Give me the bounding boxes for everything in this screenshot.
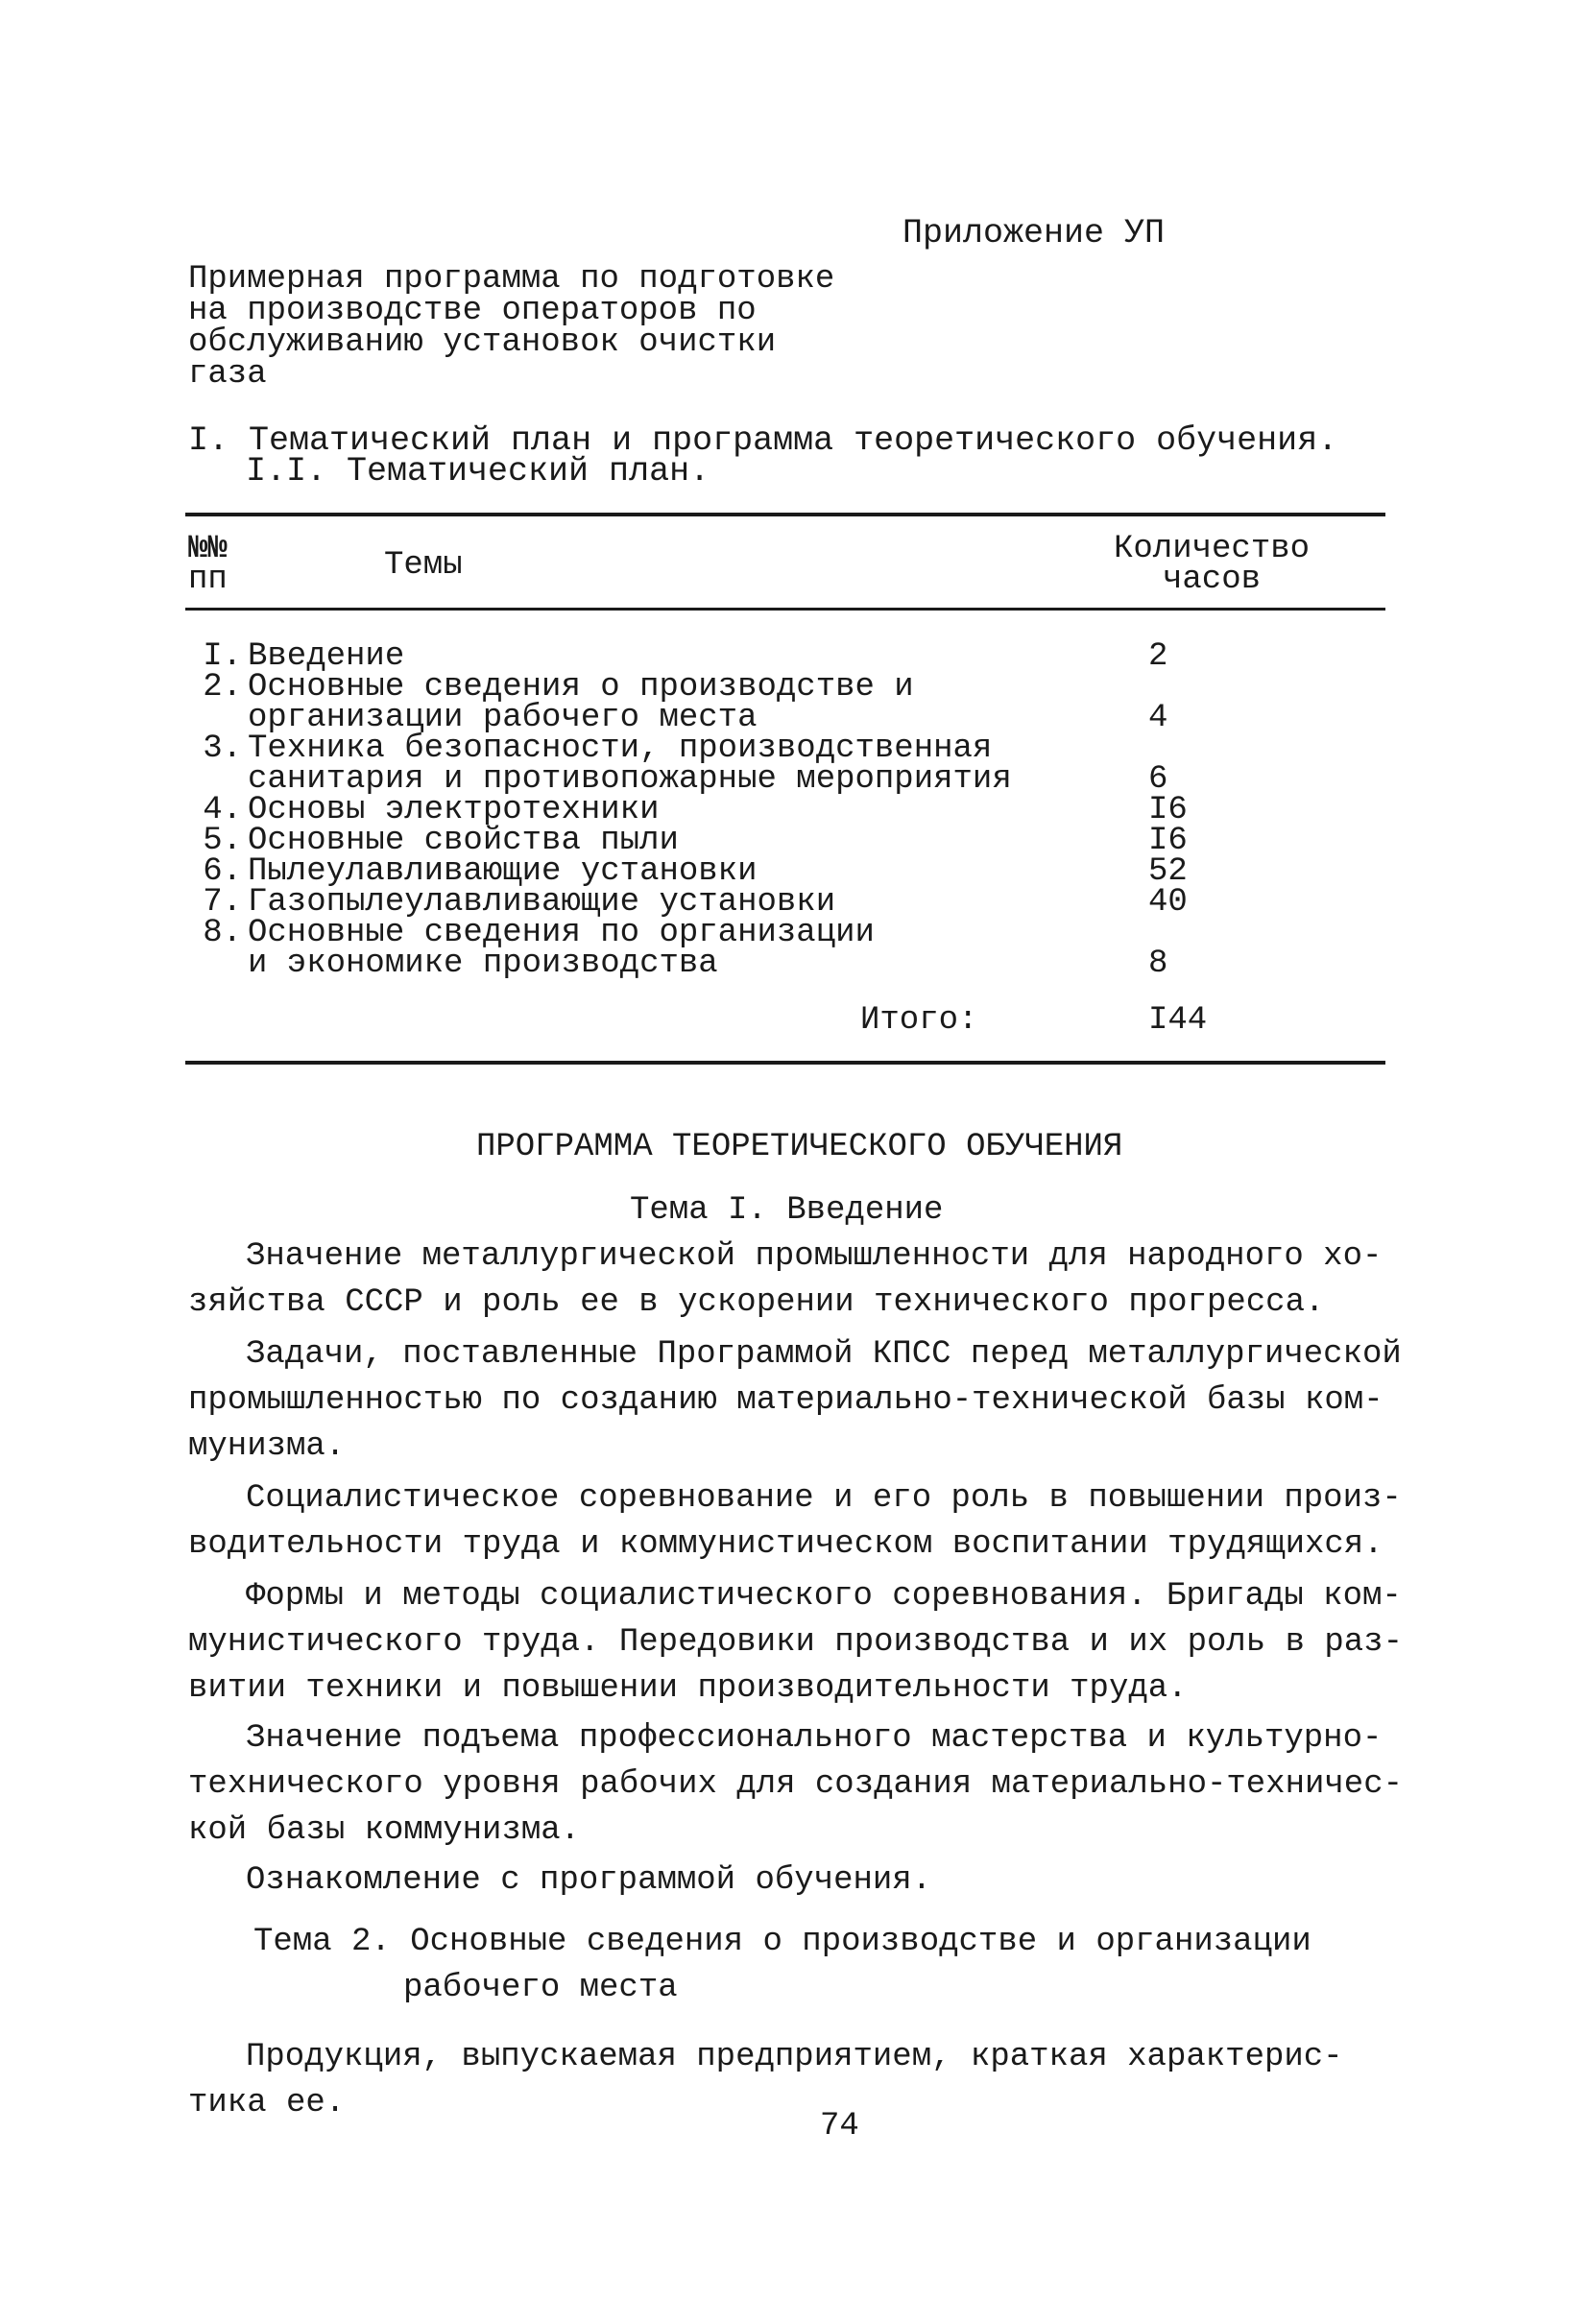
row-hours: 40 (1148, 884, 1188, 921)
page-number: 74 (820, 2108, 859, 2144)
paragraph-line: Значение металлургической промышленности для народного хо- (246, 1238, 1383, 1275)
title-line: Примерная программа по подготовке (188, 261, 835, 298)
paragraph-line: технического уровня рабочих для создания материально-техничес- (188, 1766, 1404, 1803)
row-topic: Основы электротехники (248, 792, 660, 828)
row-topic: Основные сведения по организации (248, 915, 875, 951)
title-line: обслуживанию установок очистки (188, 324, 777, 361)
row-topic: и экономике производства (248, 946, 718, 982)
paragraph (188, 1720, 1404, 1860)
section-heading: I. Тематический план и программа теоретического обучения. (188, 421, 1338, 460)
row-topic: Газопылеулавливающие установки (248, 884, 836, 921)
total-value: I44 (1148, 1002, 1208, 1039)
header-num-pp: пп (188, 562, 228, 598)
row-hours: 6 (1148, 761, 1168, 798)
table-row (188, 671, 1388, 704)
header-hours-line2: часов (1163, 562, 1262, 598)
row-topic: организации рабочего места (248, 700, 758, 736)
row-hours: 2 (1148, 638, 1168, 675)
table-row (188, 855, 1388, 888)
row-topic: Пылеулавливающие установки (248, 853, 758, 890)
table-row (188, 702, 1388, 734)
table-header-rule (185, 608, 1385, 611)
paragraph-line: Социалистическое соревнование и его роль в повышении произ- (246, 1480, 1402, 1517)
paragraph-line: промышленностью по созданию материально-технической базы ком- (188, 1382, 1383, 1419)
row-hours: I6 (1148, 823, 1188, 859)
paragraph-line: мунизма. (188, 1428, 346, 1465)
paragraph (188, 1578, 1404, 1718)
table-row (188, 763, 1388, 796)
paragraph (188, 1480, 1402, 1574)
table-row (188, 640, 1388, 673)
row-number: 4. (203, 792, 242, 828)
program-title: ПРОГРАММА ТЕОРЕТИЧЕСКОГО ОБУЧЕНИЯ (476, 1129, 1123, 1165)
paragraph (188, 1240, 1388, 1332)
paragraph-line: водительности труда и коммунистическом воспитании трудящихся. (188, 1526, 1383, 1563)
header-num-mark: №№ (188, 531, 228, 567)
paragraph-line: Значение подъема профессионального мастерства и культурно- (246, 1720, 1383, 1757)
section-subheading: I.I. Тематический план. (246, 452, 710, 491)
paragraph-line: зяйства СССР и роль ее в ускорении технического прогресса. (188, 1284, 1325, 1321)
row-number: I. (203, 638, 242, 675)
header-hours-line1: Количество (1114, 531, 1311, 567)
appendix-label: Приложение УП (902, 214, 1166, 252)
table-row (188, 947, 1388, 980)
table-row (188, 917, 1388, 949)
row-number: 7. (203, 884, 242, 921)
row-number: 3. (203, 731, 242, 767)
row-number: 5. (203, 823, 242, 859)
paragraph (188, 2041, 1388, 2133)
paragraph-line: Задачи, поставленные Программой КПСС перед металлургической (246, 1336, 1402, 1373)
row-hours: 8 (1148, 946, 1168, 982)
table-header-hours (1114, 531, 1311, 598)
table-header-number (188, 531, 228, 598)
row-topic: Введение (248, 638, 405, 675)
title-line: газа (188, 356, 267, 393)
table-top-rule (185, 513, 1385, 516)
table-row (188, 794, 1388, 827)
total-label: Итого: (860, 1002, 978, 1039)
row-number: 6. (203, 853, 242, 890)
table-header-topics: Темы (384, 547, 463, 584)
paragraph-line: кой базы коммунизма. (188, 1812, 581, 1849)
table-row (188, 732, 1388, 765)
topic-2-title-line: Тема 2. Основные сведения о производстве и организации (253, 1924, 1311, 1960)
row-hours: I6 (1148, 792, 1188, 828)
row-topic: Основные свойства пыли (248, 823, 679, 859)
row-topic: Основные сведения о производстве и (248, 669, 914, 706)
row-hours: 52 (1148, 853, 1188, 890)
paragraph-line: витии техники и повышении производительности труда. (188, 1670, 1188, 1707)
row-number: 8. (203, 915, 242, 951)
title-line: на производстве операторов по (188, 293, 757, 329)
table-row (188, 825, 1388, 857)
row-topic: санитария и противопожарные мероприятия (248, 761, 1012, 798)
document-title (188, 261, 835, 393)
topic-2-title (253, 1926, 1311, 2018)
row-topic: Техника безопасности, производственная (248, 731, 993, 767)
paragraph-line: Ознакомление с программой обучения. (246, 1862, 932, 1899)
row-number: 2. (203, 669, 242, 706)
paragraph-line: Формы и методы социалистического соревнования. Бригады ком- (246, 1578, 1402, 1615)
paragraph-line: тика ее. (188, 2085, 346, 2121)
paragraph (188, 1336, 1402, 1476)
topic-2-title-line: рабочего места (403, 1970, 678, 2006)
table-row (188, 886, 1388, 919)
paragraph (188, 1864, 1388, 1910)
table-bottom-rule (185, 1061, 1385, 1065)
paragraph-line: мунистического труда. Передовики производства и их роль в раз- (188, 1624, 1404, 1661)
paragraph-line: Продукция, выпускаемая предприятием, краткая характерис- (246, 2039, 1343, 2075)
topic-1-title: Тема I. Введение (630, 1192, 944, 1229)
row-hours: 4 (1148, 700, 1168, 736)
